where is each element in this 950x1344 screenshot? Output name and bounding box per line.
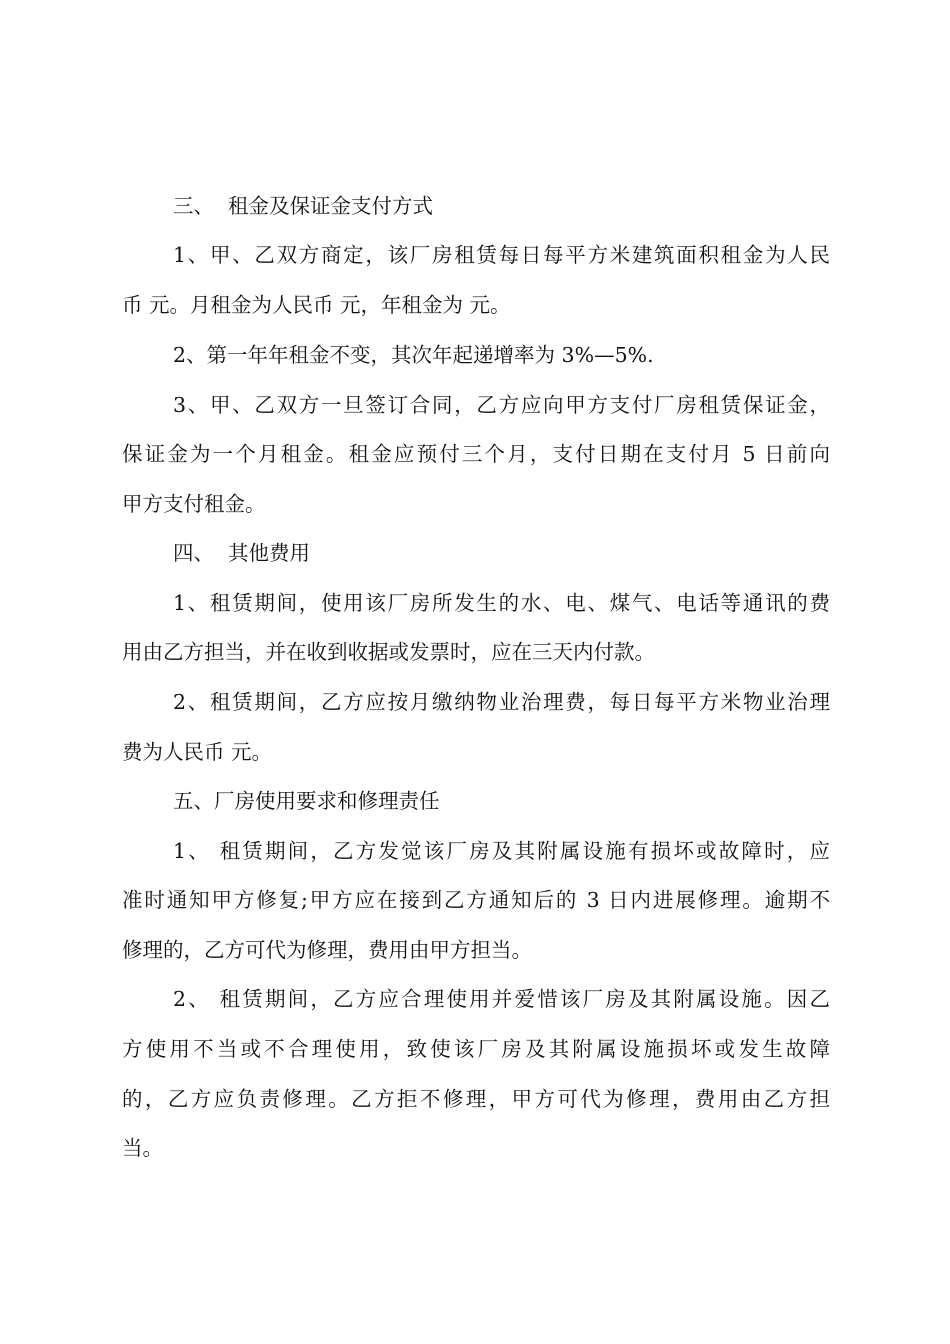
paragraph-line: 2、租赁期间，乙方应按月缴纳物业治理费，每日每平方米物业治理	[173, 690, 830, 714]
section-heading-3-text: 租金及保证金支付方式	[228, 194, 433, 218]
paragraph-line: 用由乙方担当，并在收到收据或发票时，应在三天内付款。	[122, 640, 655, 664]
paragraph-line: 费为人民币 元。	[122, 740, 273, 764]
section-heading-3-number: 三、	[173, 194, 214, 218]
paragraph-line: 1、租赁期间，使用该厂房所发生的水、电、煤气、电话等通讯的费	[173, 591, 830, 615]
paragraph-line: 2、 租赁期间，乙方应合理使用并爱惜该厂房及其附属设施。因乙	[173, 987, 830, 1011]
section-heading-3	[173, 191, 433, 221]
paragraph-line: 1、 租赁期间，乙方发觉该厂房及其附属设施有损坏或故障时，应	[173, 839, 830, 863]
paragraph-line: 方使用不当或不合理使用，致使该厂房及其附属设施损坏或发生故障	[122, 1037, 830, 1061]
paragraph-line: 币 元。月租金为人民币 元，年租金为 元。	[122, 293, 511, 317]
section-heading-4	[173, 538, 310, 568]
section-heading-5-text: 五、厂房使用要求和修理责任	[173, 789, 440, 813]
section-heading-5	[173, 786, 440, 816]
paragraph-line: 2、第一年年租金不变，其次年起递增率为 3%—5%.	[173, 343, 654, 367]
paragraph-line: 3、甲、乙双方一旦签订合同，乙方应向甲方支付厂房租赁保证金，	[173, 393, 830, 417]
paragraph-line: 甲方支付租金。	[122, 492, 266, 516]
section-heading-4-number: 四、	[173, 541, 214, 565]
paragraph-line: 保证金为一个月租金。租金应预付三个月，支付日期在支付月 5 日前向	[122, 442, 830, 466]
paragraph-line: 的，乙方应负责修理。乙方拒不修理，甲方可代为修理，费用由乙方担	[122, 1087, 830, 1111]
paragraph-line: 1、甲、乙双方商定，该厂房租赁每日每平方米建筑面积租金为人民	[173, 243, 830, 267]
paragraph-line: 修理的，乙方可代为修理，费用由甲方担当。	[122, 938, 532, 962]
paragraph-line: 准时通知甲方修复;甲方应在接到乙方通知后的 3 日内进展修理。逾期不	[122, 888, 830, 912]
section-heading-4-text: 其他费用	[228, 541, 310, 565]
paragraph-line: 当。	[122, 1136, 163, 1160]
